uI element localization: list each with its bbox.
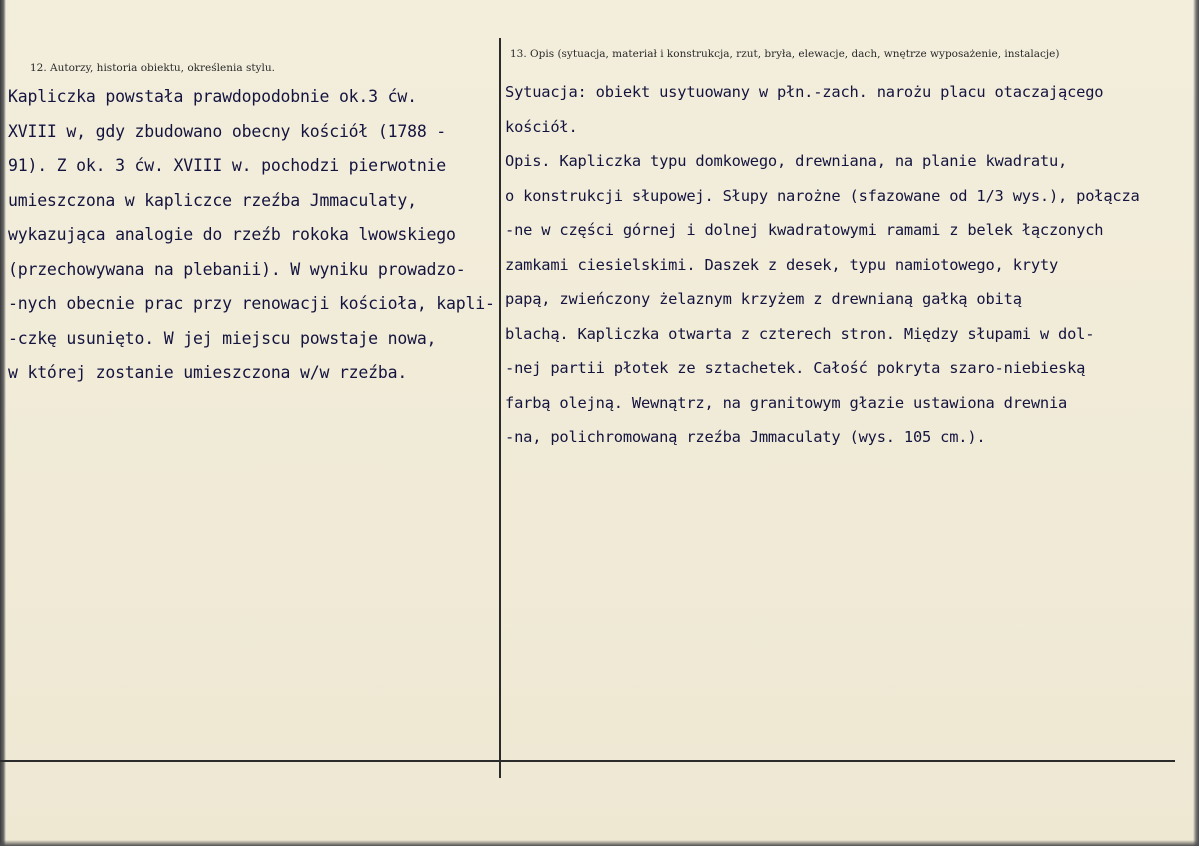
- handwritten-line: -ne w części górnej i dolnej kwadratowymi ramami z belek łączonych: [505, 221, 1104, 239]
- handwritten-line: -czkę usunięto. W jej miejscu powstaje nowa,: [8, 328, 437, 348]
- handwritten-line: Kapliczka powstała prawdopodobnie ok.3 ćw.: [8, 87, 417, 106]
- bottom-rule: [0, 760, 1175, 762]
- handwritten-line: -nej partii płotek ze sztachetek. Całość pokryta szaro-niebieską: [505, 359, 1086, 377]
- handwritten-line: -na, polichromowaną rzeźba Jmmaculaty (wys. 105 cm.).: [505, 428, 986, 446]
- scan-edge-left: [0, 0, 6, 846]
- handwritten-line: Sytuacja: obiekt usytuowany w płn.-zach. narożu placu otaczającego: [505, 83, 1104, 101]
- column-divider: [499, 38, 501, 778]
- scan-edge-bottom: [0, 840, 1199, 846]
- section-12-header: 12. Autorzy, historia obiektu, określenia stylu.: [30, 62, 275, 74]
- handwritten-line: kościół.: [505, 117, 578, 136]
- handwritten-line: (przechowywana na plebanii). W wyniku prowadzo-: [8, 259, 466, 279]
- handwritten-line: Opis. Kapliczka typu domkowego, drewniana, na planie kwadratu,: [505, 152, 1068, 170]
- handwritten-line: umieszczona w kapliczce rzeźba Jmmaculaty,: [8, 190, 417, 210]
- handwritten-line: w której zostanie umieszczona w/w rzeźba.: [8, 363, 408, 382]
- handwritten-line: wykazująca analogie do rzeźb rokoka lwowskiego: [8, 225, 456, 244]
- handwritten-line: o konstrukcji słupowej. Słupy narożne (sfazowane od 1/3 wys.), połącza: [505, 186, 1140, 205]
- handwritten-line: zamkami ciesielskimi. Daszek z desek, typu namiotowego, kryty: [505, 255, 1059, 274]
- section-13-header: 13. Opis (sytuacja, materiał i konstrukcja, rzut, bryła, elewacje, dach, wnętrze wyposażenie, instalacje): [510, 48, 1060, 60]
- section-13-text: [505, 75, 1140, 455]
- handwritten-line: -nych obecnie prac przy renowacji kościoła, kapli-: [8, 294, 495, 313]
- scan-edge-right: [1193, 0, 1199, 846]
- handwritten-line: papą, zwieńczony żelaznym krzyżem z drewnianą gałką obitą: [505, 290, 1022, 308]
- handwritten-line: farbą olejną. Wewnątrz, na granitowym głazie ustawiona drewnia: [505, 393, 1068, 412]
- handwritten-line: XVIII w, gdy zbudowano obecny kościół (1788 -: [8, 121, 447, 141]
- handwritten-line: blachą. Kapliczka otwarta z czterech stron. Między słupami w dol-: [505, 324, 1095, 343]
- section-12-text: [8, 80, 495, 391]
- handwritten-line: 91). Z ok. 3 ćw. XVIII w. pochodzi pierwotnie: [8, 156, 447, 175]
